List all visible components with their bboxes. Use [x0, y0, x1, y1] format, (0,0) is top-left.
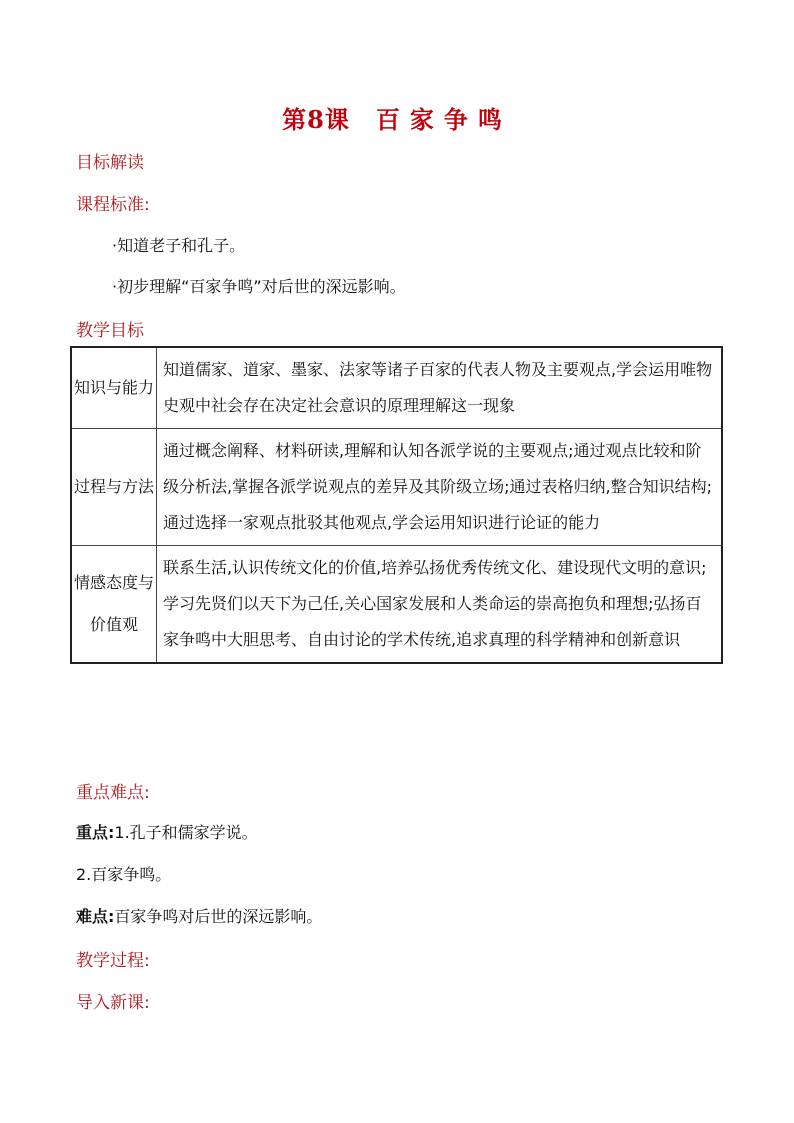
difficult-label: 难点:	[76, 907, 115, 926]
section-goals-interpretation: 目标解读	[76, 153, 144, 173]
goal-category: 知识与能力	[71, 347, 157, 429]
section-intro: 导入新课:	[76, 993, 150, 1013]
key-label: 重点:	[76, 823, 115, 842]
lesson-topic: 百 家 争 鸣	[375, 105, 503, 134]
section-teaching-process: 教学过程:	[76, 951, 150, 971]
standard-item-2: ·初步理解“百家争鸣”对后世的深远影响。	[112, 277, 406, 296]
goal-description: 通过概念阐释、材料研读,理解和认知各派学说的主要观点;通过观点比较和阶级分析法,掌握各派学说观点的差异及其阶级立场;通过表格归纳,整合知识结构;通过选择一家观点批驳其他观点,学会运用知识进行论证的能力	[157, 429, 723, 546]
lesson-number: 第8课	[282, 105, 350, 134]
teaching-goals-table	[70, 346, 723, 664]
standard-item-1: ·知道老子和孔子。	[112, 236, 246, 255]
section-key-difficult: 重点难点:	[76, 783, 150, 803]
section-teaching-goals: 教学目标	[76, 321, 144, 341]
section-curriculum-standard: 课程标准:	[76, 195, 150, 215]
difficult-point	[76, 904, 322, 927]
page-title	[0, 100, 794, 135]
key-text-1: 1.孔子和儒家学说。	[114, 823, 258, 842]
table-row	[71, 546, 722, 664]
goal-category: 情感态度与价值观	[71, 546, 157, 664]
table-row	[71, 347, 722, 429]
goal-category: 过程与方法	[71, 429, 157, 546]
table-row	[71, 429, 722, 546]
goal-description: 知道儒家、道家、墨家、法家等诸子百家的代表人物及主要观点,学会运用唯物史观中社会存在决定社会意识的原理理解这一现象	[157, 347, 723, 429]
difficult-text: 百家争鸣对后世的深远影响。	[114, 907, 323, 926]
key-point-1	[76, 820, 258, 843]
goal-description: 联系生活,认识传统文化的价值,培养弘扬优秀传统文化、建设现代文明的意识;学习先贤们以天下为己任,关心国家发展和人类命运的崇高抱负和理想;弘扬百家争鸣中大胆思考、自由讨论的学术传统,追求真理的科学精神和创新意识	[157, 546, 723, 664]
key-point-2: 2.百家争鸣。	[76, 865, 172, 884]
